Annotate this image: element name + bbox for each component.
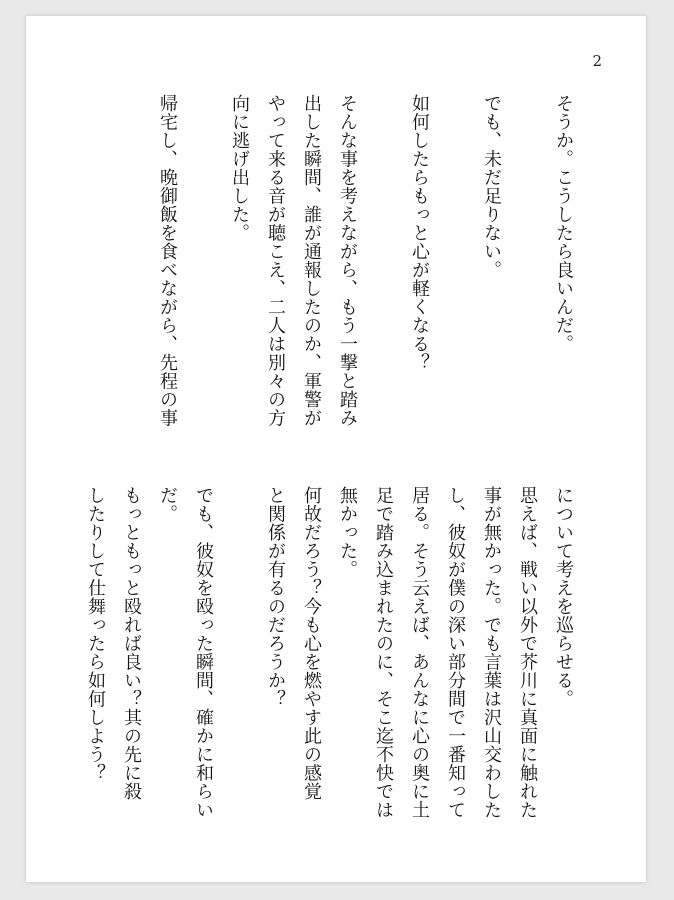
blank-column	[516, 94, 538, 466]
text-column: 無かった。	[337, 486, 358, 579]
text-column: 向に逃げ出した。	[229, 94, 250, 242]
bottom-text-block	[84, 486, 574, 876]
text-column: 帰宅し、晩御飯を食べながら、先程の事	[157, 94, 178, 427]
text-column: でも、彼奴を殴った瞬間、確かに和らい	[193, 486, 214, 819]
text-column: 居る。そう云えば、あんなに心の奥に土	[409, 486, 430, 819]
blank-column	[372, 94, 394, 466]
blank-column	[192, 94, 214, 466]
text-column: し、彼奴が僕の深い部分間で一番知って	[445, 486, 466, 819]
text-column: 何故だろう？今も心を燃やす此の感覚	[301, 486, 322, 801]
text-column: そんな事を考えながら、もう一撃と踏み	[337, 94, 358, 427]
text-column: 事が無かった。でも言葉は沢山交わした	[481, 486, 502, 819]
blank-column	[228, 486, 250, 876]
text-column: と関係が有るのだろうか？	[265, 486, 286, 708]
text-column: したりして仕舞ったら如何しよう？	[85, 486, 106, 782]
text-column: だ。	[157, 486, 178, 523]
text-column: でも、未だ足りない。	[481, 94, 502, 279]
text-column: もっともっと殴れば良い？其の先に殺	[121, 486, 142, 801]
book-page	[26, 16, 646, 882]
page-number: 2	[592, 52, 602, 70]
text-column: 足で踏み込まれたのに、そこ迄不快では	[373, 486, 394, 819]
text-column: 出した瞬間、誰が通報したのか、軍警が	[301, 94, 322, 427]
text-column: について考えを巡らせる。	[553, 486, 574, 708]
top-text-block	[156, 94, 574, 466]
text-column: 如何したらもっと心が軽くなる？	[409, 94, 430, 372]
text-column: そうか。こうしたら良いんだ。	[553, 94, 574, 353]
text-column: やって来る音が聴こえ、二人は別々の方	[265, 94, 286, 427]
text-column: 思えば、戦い以外で芥川に真面に触れた	[517, 486, 538, 819]
blank-column	[444, 94, 466, 466]
